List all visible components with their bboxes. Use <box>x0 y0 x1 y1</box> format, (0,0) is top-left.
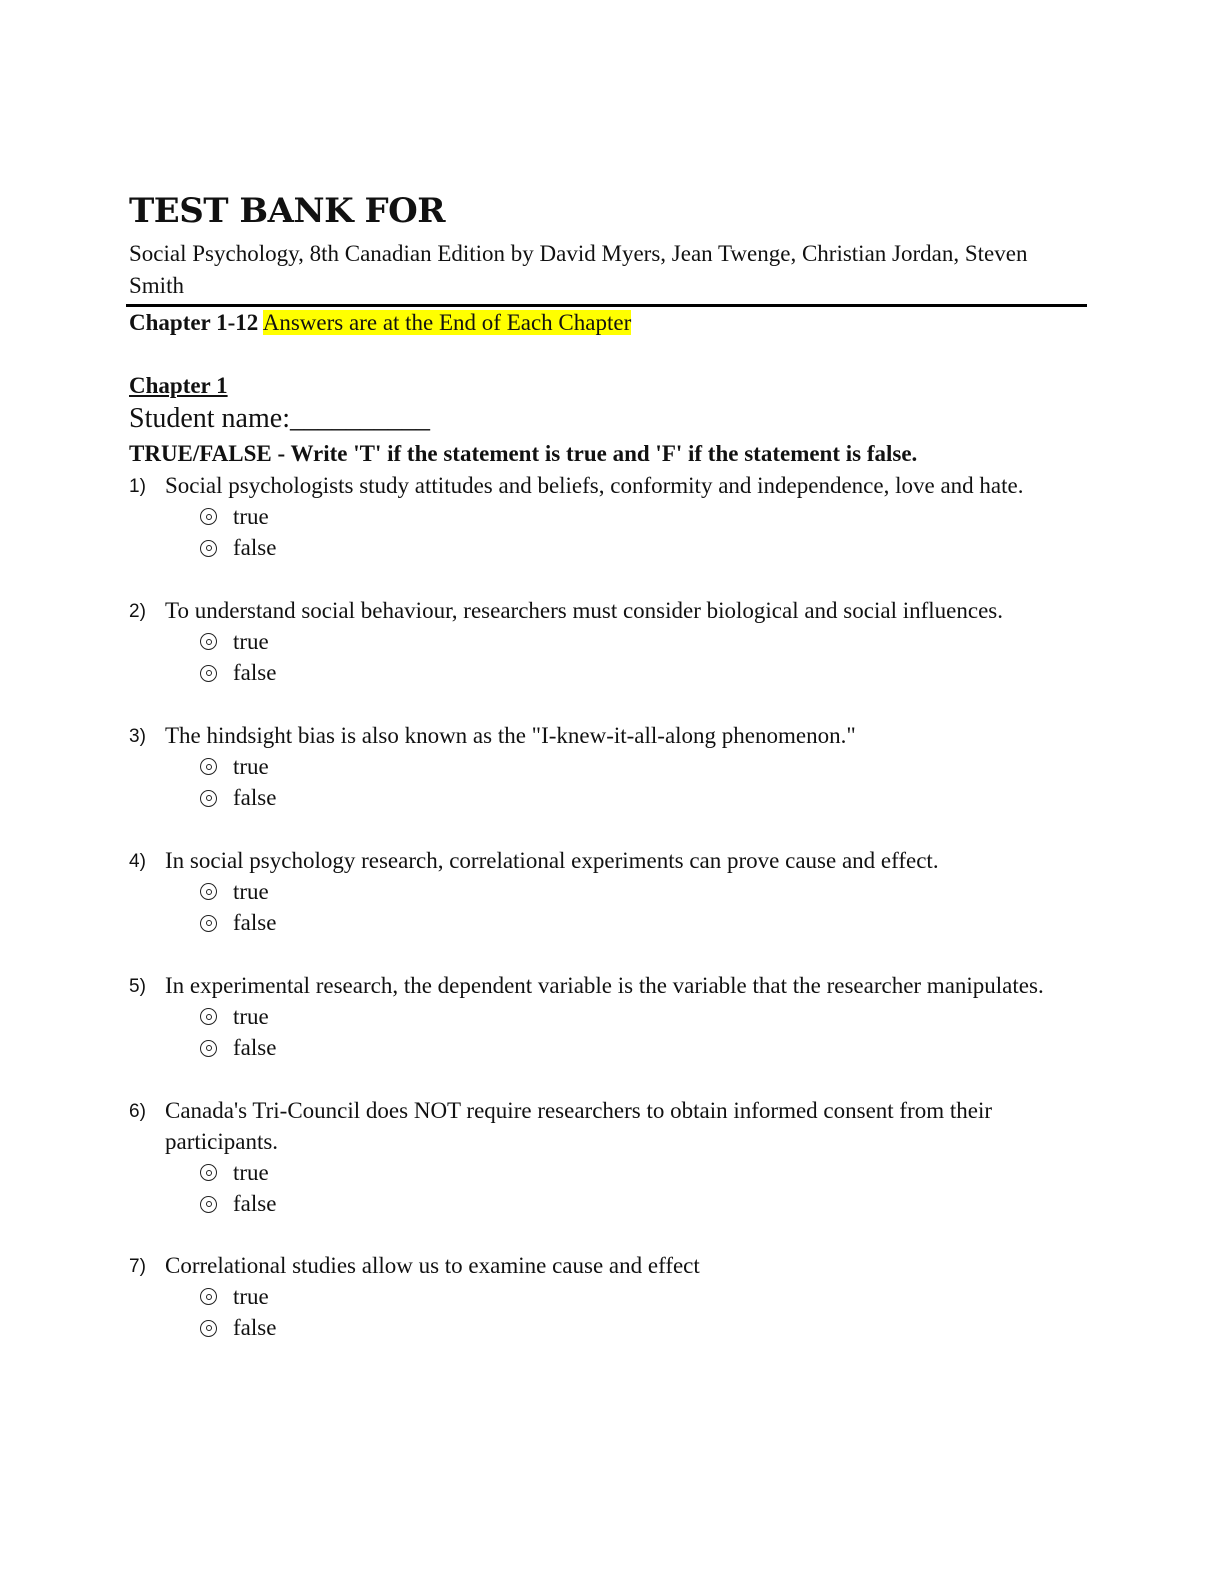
radio-button-icon[interactable] <box>200 758 217 775</box>
option-true[interactable] <box>200 1157 1089 1189</box>
radio-button-icon[interactable] <box>200 508 217 525</box>
document-title: TEST BANK FOR <box>129 191 446 231</box>
option-label: false <box>233 1191 277 1217</box>
question-item <box>129 470 1089 564</box>
option-false[interactable] <box>200 533 1089 565</box>
question-text: Canada's Tri-Council does NOT require researchers to obtain informed consent from their participants. <box>165 1098 993 1154</box>
horizontal-rule <box>126 304 1087 307</box>
radio-button-icon[interactable] <box>200 1288 217 1305</box>
option-label: true <box>233 753 269 779</box>
option-false[interactable] <box>200 658 1089 690</box>
question-text: Correlational studies allow us to examine cause and effect <box>165 1253 700 1278</box>
answer-options <box>200 751 1089 814</box>
question-item <box>129 970 1089 1064</box>
radio-button-icon[interactable] <box>200 1164 217 1181</box>
option-true[interactable] <box>200 751 1089 783</box>
option-false[interactable] <box>200 783 1089 815</box>
option-label: false <box>233 785 277 811</box>
question-text: In social psychology research, correlational experiments can prove cause and effect. <box>165 848 939 873</box>
radio-button-icon[interactable] <box>200 665 217 682</box>
radio-button-icon[interactable] <box>200 633 217 650</box>
radio-button-icon[interactable] <box>200 915 217 932</box>
option-true[interactable] <box>200 501 1089 533</box>
chapter-range-label: Chapter 1-12 <box>129 310 259 335</box>
answers-note-highlight: Answers are at the End of Each Chapter <box>262 310 632 335</box>
radio-button-icon[interactable] <box>200 790 217 807</box>
radio-button-icon[interactable] <box>200 1196 217 1213</box>
option-label: false <box>233 910 277 936</box>
radio-button-icon[interactable] <box>200 1008 217 1025</box>
option-label: true <box>233 1283 269 1309</box>
option-false[interactable] <box>200 908 1089 940</box>
option-label: true <box>233 503 269 529</box>
question-number: 5) <box>129 976 146 997</box>
option-false[interactable] <box>200 1189 1089 1221</box>
option-label: true <box>233 628 269 654</box>
answer-options <box>200 1281 1089 1344</box>
student-name-field: Student name:__________ <box>129 403 430 434</box>
question-item <box>129 1095 1089 1220</box>
question-item <box>129 1250 1089 1344</box>
question-text: In experimental research, the dependent variable is the variable that the researcher manipulates. <box>165 973 1044 998</box>
option-label: false <box>233 660 277 686</box>
option-true[interactable] <box>200 1281 1089 1313</box>
question-number: 1) <box>129 476 146 497</box>
radio-button-icon[interactable] <box>200 1040 217 1057</box>
instructions: TRUE/FALSE - Write 'T' if the statement is true and 'F' if the statement is false. <box>129 441 918 466</box>
question-number: 2) <box>129 601 146 622</box>
answer-options <box>200 1157 1089 1220</box>
question-number: 7) <box>129 1256 146 1277</box>
option-label: true <box>233 878 269 904</box>
question-text: Social psychologists study attitudes and beliefs, conformity and independence, love and hate. <box>165 473 1024 498</box>
answer-options <box>200 501 1089 564</box>
radio-button-icon[interactable] <box>200 1320 217 1337</box>
option-label: false <box>233 535 277 561</box>
answer-options <box>200 1001 1089 1064</box>
option-true[interactable] <box>200 626 1089 658</box>
question-number: 6) <box>129 1101 146 1122</box>
chapter-heading: Chapter 1 <box>129 373 228 398</box>
question-number: 3) <box>129 726 146 747</box>
question-item <box>129 595 1089 689</box>
option-label: false <box>233 1035 277 1061</box>
radio-button-icon[interactable] <box>200 883 217 900</box>
chapter-range-line <box>129 308 631 338</box>
radio-button-icon[interactable] <box>200 540 217 557</box>
option-true[interactable] <box>200 876 1089 908</box>
question-item <box>129 845 1089 939</box>
option-label: true <box>233 1003 269 1029</box>
answer-options <box>200 876 1089 939</box>
answer-options <box>200 626 1089 689</box>
question-number: 4) <box>129 851 146 872</box>
option-false[interactable] <box>200 1033 1089 1065</box>
option-true[interactable] <box>200 1001 1089 1033</box>
question-item <box>129 720 1089 814</box>
question-text: To understand social behaviour, researchers must consider biological and social influences. <box>165 598 1003 623</box>
question-text: The hindsight bias is also known as the "I-knew-it-all-along phenomenon." <box>165 723 856 748</box>
option-label: true <box>233 1159 269 1185</box>
option-label: false <box>233 1315 277 1341</box>
option-false[interactable] <box>200 1313 1089 1345</box>
book-subtitle: Social Psychology, 8th Canadian Edition by David Myers, Jean Twenge, Christian Jordan, Steven Smith <box>129 241 1028 298</box>
